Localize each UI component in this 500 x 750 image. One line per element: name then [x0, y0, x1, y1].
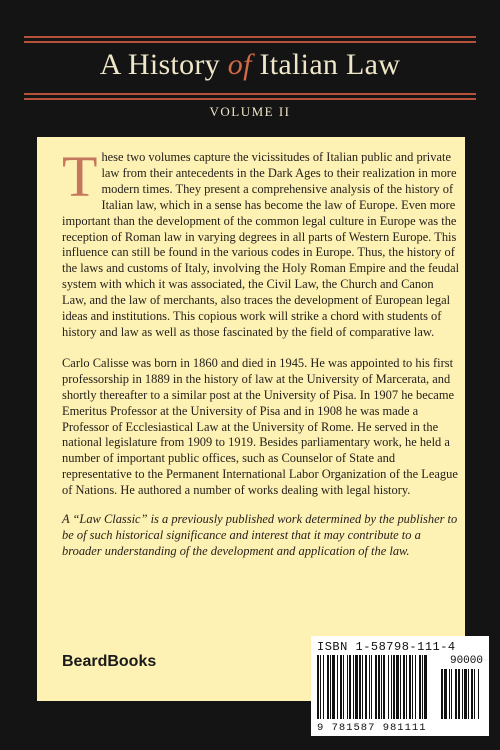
barcode-addon-bar	[455, 669, 457, 719]
barcode-addon-bar	[441, 669, 443, 719]
barcode-bar	[419, 655, 421, 719]
description-text	[62, 144, 460, 560]
title-part-1: A History	[99, 48, 228, 81]
barcode-bar	[330, 655, 331, 719]
barcode-bar	[355, 655, 358, 719]
barcode-bar	[409, 655, 411, 719]
barcode-bar	[424, 655, 427, 719]
barcode-addon-bar	[474, 669, 475, 719]
barcode-bar	[347, 655, 348, 719]
barcode-bar	[365, 655, 367, 719]
isbn-label: ISBN 1-58798-111-4	[317, 640, 456, 654]
barcode-bar	[412, 655, 413, 719]
barcode-bar	[388, 655, 389, 719]
barcode-bar	[393, 655, 395, 719]
barcode-bar	[359, 655, 361, 719]
barcode-addon-bar	[444, 669, 447, 719]
paragraph-summary	[62, 144, 460, 341]
barcode-addon-bar	[458, 669, 460, 719]
paragraph-law-classic: A “Law Classic” is a previously published work determined by the publisher to be of such historical significance and interest that it may contribute to a broader understanding of the development and application of the law.	[62, 512, 458, 558]
barcode-bar	[323, 655, 324, 719]
barcode-bar	[353, 655, 354, 719]
barcode-addon-bar	[468, 669, 469, 719]
barcode-bar	[400, 655, 401, 719]
barcode-bar	[320, 655, 321, 719]
barcode-bar	[371, 655, 372, 719]
volume-label: VOLUME II	[209, 104, 291, 119]
price-code: 90000	[449, 655, 483, 667]
barcode-bar	[415, 655, 416, 719]
drop-cap: T	[62, 144, 98, 209]
barcode-bar	[349, 655, 351, 719]
barcode-addon-bar	[449, 669, 450, 719]
barcode-bar	[337, 655, 338, 719]
barcode-bar	[375, 655, 377, 719]
barcode-addon-bar	[478, 669, 479, 719]
paragraph-author-bio: Carlo Calisse was born in 1860 and died in 1945. He was appointed to his first professorship in 1889 in the history of law at the University of Marcerata, and shortly thereafter to a similar post at the University of Pisa. In 1907 he became Emeritus Professor at the University of Pisa and in 1908 he was made a Professor of Ecclesiastical Law at the University of Rome. He served in the national legislature from 1909 to 1919. Besides parliamentary work, he held a number of important public offices, such as Counselor of State and representative to the Permanent International Labor Organization of the League of Nations. He authored a number of works dealing with legal history.	[62, 355, 458, 498]
top-rule-1	[24, 36, 476, 38]
barcode-bar	[332, 655, 335, 719]
barcode-bar	[383, 655, 385, 719]
barcode-bar	[369, 655, 370, 719]
barcode-bar	[403, 655, 405, 719]
bottom-rule-2	[24, 98, 476, 100]
barcode-bar	[343, 655, 344, 719]
title-part-italic: of	[227, 48, 252, 81]
title-part-2: Italian Law	[251, 48, 401, 81]
barcode-bar	[391, 655, 392, 719]
barcode-bar	[406, 655, 407, 719]
barcode-bar	[396, 655, 399, 719]
top-rule-2	[24, 41, 476, 43]
barcode-addon-bar	[471, 669, 473, 719]
barcode-addon-bar	[464, 669, 467, 719]
barcode-bar	[381, 655, 382, 719]
barcode-bar	[378, 655, 380, 719]
barcode-bar	[327, 655, 329, 719]
barcode-digits: 9 781587 981111	[317, 722, 427, 734]
barcode-bar	[317, 655, 319, 719]
barcode-addon-bar	[451, 669, 452, 719]
bottom-rule-1	[24, 93, 476, 95]
barcode-addon-bar	[462, 669, 463, 719]
book-title	[0, 48, 500, 82]
publisher-logo: BeardBooks	[62, 653, 157, 670]
barcode-bar	[422, 655, 423, 719]
barcode-bar	[362, 655, 363, 719]
barcode-block	[311, 636, 489, 736]
summary-text: hese two volumes capture the vicissitudes of Italian public and private law from their antecedents in the Dark Ages to their realization in more modern times. They present a comprehensive analysis of the history of Italian law, which in a sense has become the law of Europe. Even more important than the development of the common legal culture in Europe was the reception of Roman law in varying degrees in all parts of Western Europe. This influence can still be found in the various codes in Europe. Thus, the history of the laws and customs of Italy, involving the Holy Roman Empire and the feudal system with which it was associated, the Civil Law, the Church and Canon Law, and the law of merchants, also traces the development of European legal ideas and institutions. This copious work will strike a chord with students of history and law as well as those fascinated by the field of comparative law.	[62, 150, 460, 339]
barcode-bar	[340, 655, 342, 719]
